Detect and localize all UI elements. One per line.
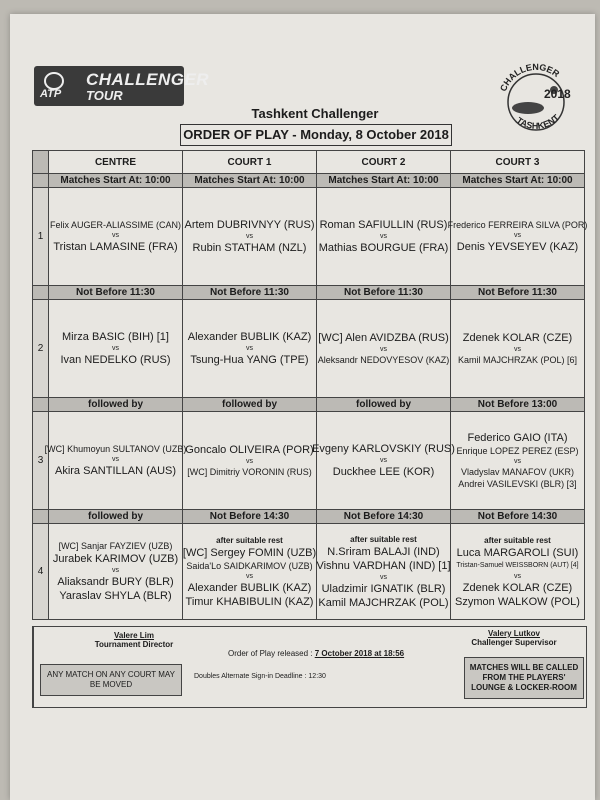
- player-name: Felix AUGER-ALIASSIME (CAN): [49, 220, 182, 230]
- row-number: 2: [33, 300, 49, 398]
- player-name: Saida'Lo SAIDKARIMOV (UZB): [186, 560, 313, 571]
- vs-label: vs: [112, 345, 119, 352]
- player-name: [WC] Dimitriy VORONIN (RUS): [187, 467, 312, 477]
- time-bar-cell: Not Before 11:30: [49, 286, 183, 300]
- player-name: [WC] Sanjar FAYZIEV (UZB): [58, 541, 173, 551]
- player-name: Evgeny KARLOVSKIY (RUS): [312, 443, 455, 455]
- logo-tour: TOUR: [86, 88, 123, 103]
- court-header-court2: COURT 2: [317, 151, 451, 174]
- court-header-court3: COURT 3: [451, 151, 585, 174]
- player-name: Uladzimir IGNATIK (BLR): [321, 582, 446, 595]
- logo-year: 2018: [544, 87, 571, 101]
- time-bar-cell: Not Before 13:00: [451, 398, 585, 412]
- player-name: Yaraslav SHYLA (BLR): [59, 590, 172, 602]
- court-header-row: [33, 151, 585, 174]
- time-bar-row-3: [33, 398, 585, 412]
- player-name: Andrei VASILEVSKI (BLR) [3]: [458, 479, 577, 489]
- any-match-notice: ANY MATCH ON ANY COURT MAY BE MOVED: [40, 664, 182, 696]
- vs-label: vs: [112, 456, 119, 463]
- time-bar-cell: Not Before 14:30: [317, 510, 451, 524]
- match-cell: [317, 188, 451, 286]
- player-name: Kamil MAJCHRZAK (POL) [6]: [457, 355, 578, 365]
- vs-label: vs: [246, 233, 253, 240]
- player-name: Kamil MAJCHRZAK (POL): [318, 596, 449, 609]
- player-name: Rubin STATHAM (NZL): [192, 242, 307, 254]
- match-cell: [183, 188, 317, 286]
- vs-label: vs: [514, 346, 521, 353]
- player-name: Szymon WALKOW (POL): [455, 595, 580, 608]
- player-name: Tristan LAMASINE (FRA): [53, 241, 178, 253]
- supervisor-title: Challenger Supervisor: [471, 638, 557, 647]
- supervisor-name: Valery Lutkov: [487, 629, 541, 638]
- court-header-court1: COURT 1: [183, 151, 317, 174]
- player-name: [WC] Alen AVIDZBA (RUS): [318, 332, 449, 344]
- player-name: Aleksandr NEDOVYESOV (KAZ): [317, 355, 450, 365]
- player-name: Enrique LOPEZ PEREZ (ESP): [456, 446, 579, 456]
- vs-label: vs: [514, 232, 521, 239]
- footer-panel: [32, 626, 587, 708]
- player-name: Vishnu VARDHAN (IND) [1]: [316, 559, 451, 572]
- match-cell: [44, 412, 187, 510]
- start-time-cell: Matches Start At: 10:00: [49, 174, 183, 188]
- svg-text:TASHKENT: [515, 112, 562, 131]
- start-row-num: [33, 174, 49, 188]
- time-bar-cell: Not Before 11:30: [317, 286, 451, 300]
- match-cell: [183, 524, 317, 620]
- time-bar-row-4: [33, 510, 585, 524]
- vs-label: vs: [514, 572, 521, 580]
- schedule-table: [32, 150, 588, 620]
- player-name: Ivan NEDELKO (RUS): [60, 354, 171, 366]
- match-row-3: [33, 412, 585, 510]
- order-of-play-heading: ORDER OF PLAY - Monday, 8 October 2018: [180, 124, 452, 146]
- match-row-2: [33, 300, 585, 398]
- match-cell: [183, 300, 317, 398]
- director-title: Tournament Director: [94, 640, 174, 649]
- bar-num: [33, 398, 49, 412]
- player-name: Alexander BUBLIK (KAZ): [187, 331, 312, 343]
- logo-challenger: CHALLENGER: [86, 70, 210, 89]
- time-bar-cell: Not Before 11:30: [451, 286, 585, 300]
- player-name: Frederico FERREIRA SILVA (POR): [447, 220, 588, 230]
- time-bar-row-2: [33, 286, 585, 300]
- logo-atp: ATP: [40, 88, 62, 100]
- player-name: Roman SAFIULLIN (RUS): [319, 219, 448, 231]
- vs-label: vs: [380, 457, 387, 464]
- header-corner: [33, 151, 49, 174]
- matches-called-notice: MATCHES WILL BE CALLED FROM THE PLAYERS' LOUNGE & LOCKER-ROOM: [464, 657, 584, 699]
- vs-label: vs: [514, 458, 521, 465]
- vs-label: vs: [246, 572, 253, 580]
- court-header-centre: CENTRE: [49, 151, 183, 174]
- match-cell: [49, 300, 183, 398]
- start-time-cell: Matches Start At: 10:00: [183, 174, 317, 188]
- vs-label: vs: [380, 346, 387, 353]
- tournament-title: Tashkent Challenger: [251, 106, 379, 121]
- match-cell: [49, 524, 183, 620]
- rest-note: after suitable rest: [484, 535, 551, 545]
- vs-label: vs: [112, 232, 119, 239]
- player-name: Timur KHABIBULIN (KAZ): [185, 595, 314, 608]
- director-name: Valere Lim: [113, 631, 155, 640]
- atp-challenger-tour-logo: [34, 66, 210, 106]
- rest-note: after suitable rest: [350, 534, 417, 544]
- time-bar-cell: followed by: [49, 510, 183, 524]
- player-name: Jurabek KARIMOV (UZB): [52, 553, 179, 565]
- player-name: Denis YEVSEYEV (KAZ): [456, 241, 579, 253]
- player-name: Duckhee LEE (KOR): [332, 466, 435, 478]
- player-name: Luca MARGAROLI (SUI): [456, 546, 579, 559]
- time-bar-cell: followed by: [49, 398, 183, 412]
- player-name: [WC] Khumoyun SULTANOV (UZB): [44, 444, 187, 454]
- row-number: 1: [33, 188, 49, 286]
- player-name: Artem DUBRIVNYY (RUS): [184, 219, 315, 231]
- player-name: Tristan-Samuel WEISSBORN (AUT) [4]: [456, 561, 579, 569]
- player-name: Zdenek KOLAR (CZE): [462, 332, 573, 344]
- vs-label: vs: [246, 458, 253, 465]
- match-cell: [447, 188, 588, 286]
- vs-label: vs: [380, 573, 387, 581]
- row-number: 4: [33, 524, 49, 620]
- player-name: Mathias BOURGUE (FRA): [318, 242, 449, 254]
- player-name: Goncalo OLIVEIRA (POR): [185, 444, 314, 456]
- tashkent-challenger-logo: [486, 62, 586, 142]
- start-time-cell: Matches Start At: 10:00: [317, 174, 451, 188]
- challenger-supervisor: [454, 629, 574, 647]
- player-name: Mirza BASIC (BIH) [1]: [62, 331, 169, 343]
- match-cell: [317, 524, 451, 620]
- match-cell: [451, 412, 585, 510]
- bar-num: [33, 286, 49, 300]
- released-date: 7 October 2018 at 18:56: [314, 649, 405, 658]
- vs-label: vs: [380, 233, 387, 240]
- player-name: N.Sriram BALAJI (IND): [327, 545, 440, 558]
- match-cell: [49, 188, 183, 286]
- vs-label: vs: [112, 567, 119, 574]
- match-cell: [451, 300, 585, 398]
- player-name: Aliaksandr BURY (BLR): [57, 576, 174, 588]
- logo-swoosh-shape: [512, 102, 544, 114]
- player-name: [WC] Sergey FOMIN (UZB): [182, 546, 317, 559]
- player-name: Akira SANTILLAN (AUS): [54, 465, 177, 477]
- bar-num: [33, 510, 49, 524]
- logo-challenger-text: CHALLENGER: [498, 62, 562, 93]
- player-name: Vladyslav MANAFOV (UKR): [460, 467, 575, 477]
- released-label: Order of Play released :: [228, 649, 313, 658]
- match-cell: [317, 300, 451, 398]
- time-bar-cell: Not Before 14:30: [183, 510, 317, 524]
- rest-note: after suitable rest: [216, 535, 283, 545]
- player-name: Tsung-Hua YANG (TPE): [190, 354, 309, 366]
- player-name: Zdenek KOLAR (CZE): [462, 581, 573, 594]
- match-cell: [451, 524, 585, 620]
- match-cell: [312, 412, 455, 510]
- row-number: 3: [33, 412, 49, 510]
- match-row-1: [33, 188, 585, 286]
- release-info: [228, 649, 488, 658]
- time-bar-cell: Not Before 11:30: [183, 286, 317, 300]
- player-name: Federico GAIO (ITA): [467, 432, 568, 444]
- match-row-4: [33, 524, 585, 620]
- match-cell: [183, 412, 317, 510]
- time-bar-cell: followed by: [317, 398, 451, 412]
- logo-tashkent-text: TASHKENT: [514, 112, 562, 131]
- time-bar-cell: followed by: [183, 398, 317, 412]
- doubles-deadline: Doubles Alternate Sign-in Deadline : 12:30: [194, 673, 326, 680]
- start-time-row: [33, 174, 585, 188]
- start-time-cell: Matches Start At: 10:00: [451, 174, 585, 188]
- vs-label: vs: [246, 345, 253, 352]
- time-bar-cell: Not Before 14:30: [451, 510, 585, 524]
- player-name: Alexander BUBLIK (KAZ): [187, 581, 312, 594]
- tournament-director: [74, 631, 194, 649]
